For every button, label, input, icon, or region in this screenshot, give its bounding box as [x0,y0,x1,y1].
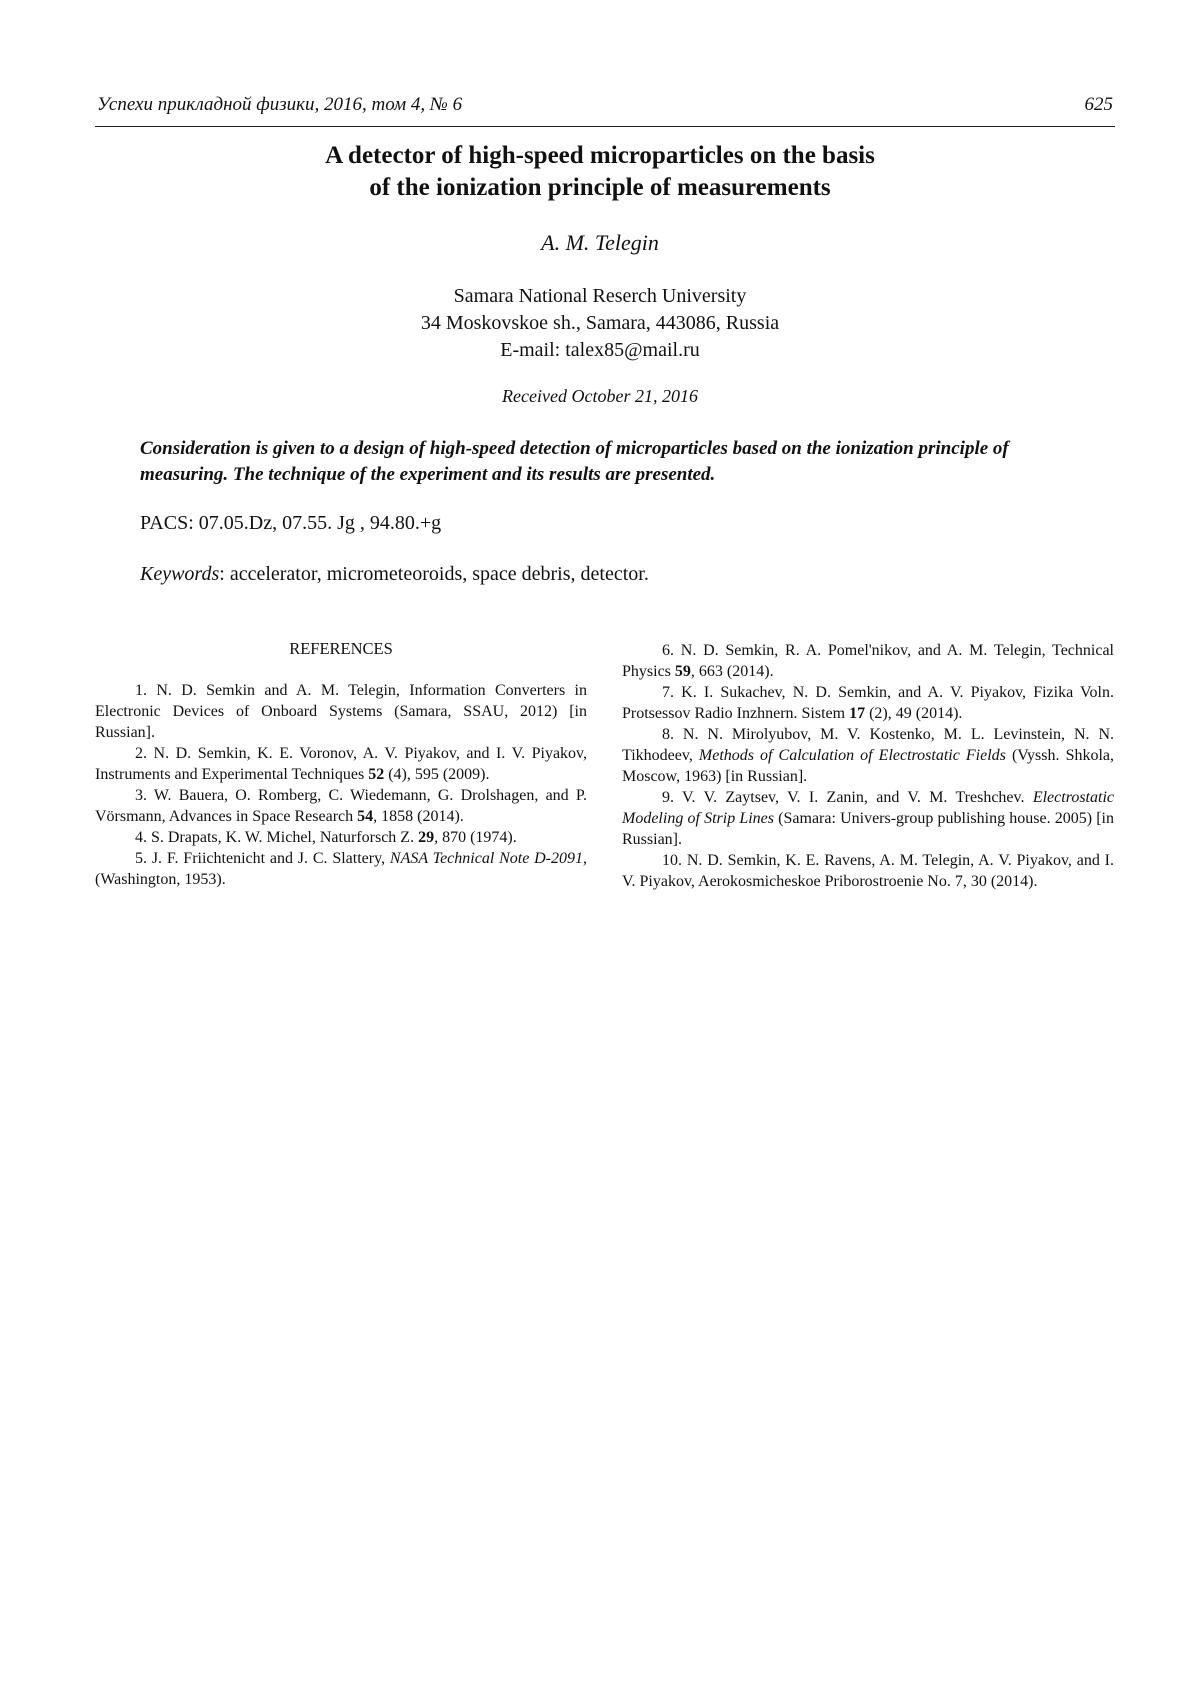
references-column-right [622,640,1114,892]
references-column-left [95,638,587,890]
reference-item: 5. J. F. Friichtenicht and J. C. Slattery, NASA Technical Note D-2091, (Washington, 1953). [95,850,588,888]
journal-citation: Успехи прикладной физики, 2016, том 4, № 6 [97,94,463,115]
author-name: A. M. Telegin [541,230,659,255]
reference-item: 8. N. N. Mirolyubov, M. V. Kostenko, M. L. Levinstein, N. N. Tikhodeev, Methods of Calculation of Electrostatic Fields (Vyssh. Shkola, Moscow, 1963) [in Russian]. [622,726,1115,785]
running-header [95,90,1115,127]
references-heading: REFERENCES [289,639,393,658]
reference-item: 1. N. D. Semkin and A. M. Telegin, Information Converters in Electronic Devices of Onboard Systems (Samara, SSAU, 2012) [in Russian]. [95,682,587,741]
reference-item: 6. N. D. Semkin, R. A. Pomel'nikov, and A. M. Telegin, Technical Physics 59, 663 (2014). [622,642,1114,680]
reference-item: 3. W. Bauera, O. Romberg, C. Wiedemann, G. Drolshagen, and P. Vörsmann, Advances in Space Research 54, 1858 (2014). [95,787,587,825]
page-number: 625 [1084,94,1113,115]
keywords [140,563,649,586]
reference-item: 2. N. D. Semkin, K. E. Voronov, A. V. Piyakov, and I. V. Piyakov, Instruments and Experimental Techniques 52 (4), 595 (2009). [95,745,587,783]
pacs-codes: PACS: 07.05.Dz, 07.55. Jg , 94.80.+g [140,512,442,534]
abstract: Consideration is given to a design of high-speed detection of microparticles based on the ionization principle of measuring. The technique of the experiment and its results are presented. [140,438,1009,485]
reference-item: 4. S. Drapats, K. W. Michel, Naturforsch Z. 29, 870 (1974). [135,829,517,846]
title-line-1: A detector of high-speed microparticles on the basis [325,142,875,169]
keywords-text: : accelerator, micrometeoroids, space debris, detector. [219,563,649,585]
received-date: Received October 21, 2016 [502,386,698,406]
affiliation [0,283,1200,364]
keywords-label: Keywords [140,563,220,585]
affiliation-university: Samara National Reserch University [453,285,747,307]
paper-title [0,140,1200,204]
reference-item: 7. K. I. Sukachev, N. D. Semkin, and A. V. Piyakov, Fizika Voln. Protsessov Radio Inzhnern. Sistem 17 (2), 49 (2014). [622,684,1114,722]
affiliation-email: E-mail: talex85@mail.ru [500,339,700,361]
reference-item: 10. N. D. Semkin, K. E. Ravens, A. M. Telegin, A. V. Piyakov, and I. V. Piyakov, Aerokosmicheskoe Priborostroenie No. 7, 30 (2014). [622,852,1114,890]
title-line-2: of the ionization principle of measurements [369,174,831,201]
affiliation-address: 34 Moskovskoe sh., Samara, 443086, Russia [420,312,780,334]
reference-item: 9. V. V. Zaytsev, V. I. Zanin, and V. M. Treshchev. Electrostatic Modeling of Strip Lines (Samara: Univers-group publishing house. 2005) [in Russian]. [622,789,1114,848]
